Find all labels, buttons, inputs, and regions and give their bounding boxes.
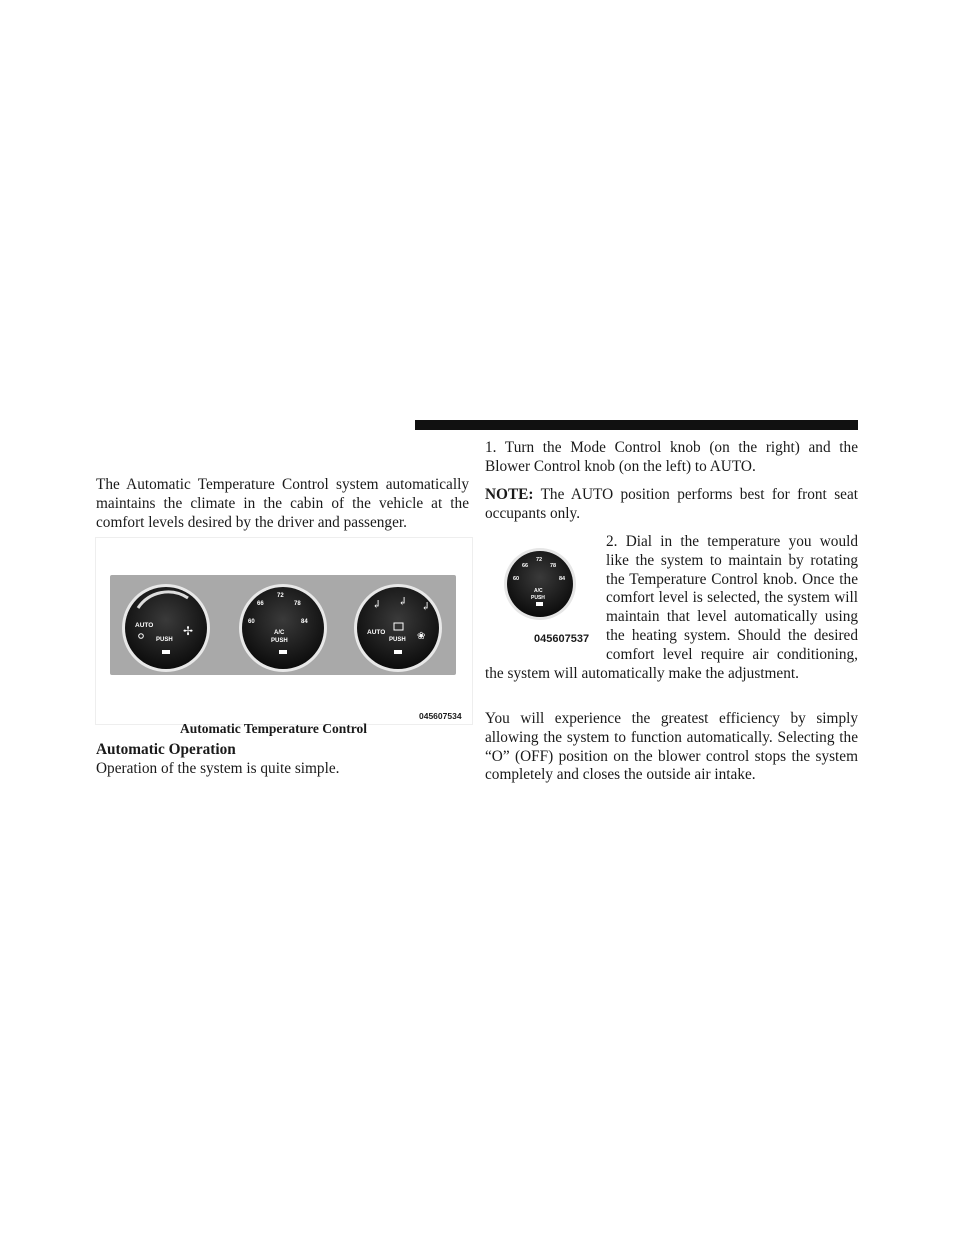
figure-caption: Automatic Temperature Control (180, 721, 367, 736)
step-1-paragraph: 1. Turn the Mode Control knob (on the right) and the Blower Control knob (on the left) to AUTO. (485, 439, 858, 475)
floor-mode-icon: ↲ (421, 601, 431, 613)
temperature-control-knob[interactable] (239, 584, 327, 672)
climate-control-figure (95, 537, 473, 725)
temp-78-label: 78 (294, 601, 301, 607)
climate-control-illustration (96, 538, 472, 724)
section-header-bar (415, 420, 858, 430)
efficiency-paragraph: You will experience the greatest efficiency by simply allowing the system to function automatically. Selecting the “O” (OFF) position on the blower control stops the system completely and closes the outside air intake. (485, 710, 858, 784)
operation-paragraph: Operation of the system is quite simple. (96, 760, 340, 777)
temp-60-label: 60 (248, 619, 255, 625)
mode-auto-label: AUTO (367, 629, 386, 636)
intro-paragraph: The Automatic Temperature Control system automatically maintains the climate in the cabin of the vehicle at the comfort levels desired by the driver and passenger. (96, 476, 469, 531)
ac-indicator (279, 650, 287, 654)
inset-60-label: 60 (513, 576, 520, 582)
inset-78-label: 78 (550, 563, 557, 569)
inset-code: 045607537 (534, 633, 590, 645)
inset-push-label: PUSH (531, 595, 545, 601)
note-text: The AUTO position performs best for front seat occupants only. (485, 486, 858, 522)
temp-84-label: 84 (301, 619, 308, 625)
blower-push-label: PUSH (156, 637, 173, 643)
mode-control-knob[interactable] (354, 584, 442, 672)
subheading-automatic-operation: Automatic Operation (96, 741, 236, 758)
inset-84-label: 84 (559, 576, 566, 582)
mode-push-label: PUSH (389, 637, 406, 643)
fan-icon: ✢ (183, 624, 194, 638)
blower-control-knob[interactable] (122, 584, 210, 672)
inset-ac-label: A/C (534, 588, 543, 594)
step-2-paragraph: 2. Dial in the temperature you would like the system to maintain by rotating the Temperature Control knob. Once the comfort level is selected, the system will maintain that level automatically using the heating system. Should the desired comfort level require air conditioning, the system will automatically make the adjustment. (485, 533, 858, 682)
temp-72-label: 72 (277, 593, 284, 599)
inset-float-spacer (485, 533, 606, 646)
inset-72-label: 72 (536, 557, 543, 563)
note-label: NOTE: (485, 486, 534, 503)
blower-indicator (162, 650, 170, 654)
defrost-icon: ❀ (417, 631, 426, 642)
panel-mode-icon: ↲ (372, 599, 382, 611)
recirc-indicator (394, 650, 402, 654)
note-paragraph (485, 486, 858, 524)
bilevel-mode-icon: ↲ (398, 596, 408, 608)
blower-auto-label: AUTO (135, 622, 154, 629)
temp-66-label: 66 (257, 601, 264, 607)
ac-label: A/C (274, 630, 285, 636)
inset-66-label: 66 (522, 563, 529, 569)
temp-push-label: PUSH (271, 638, 288, 644)
figure-code: 045607534 (419, 711, 462, 721)
